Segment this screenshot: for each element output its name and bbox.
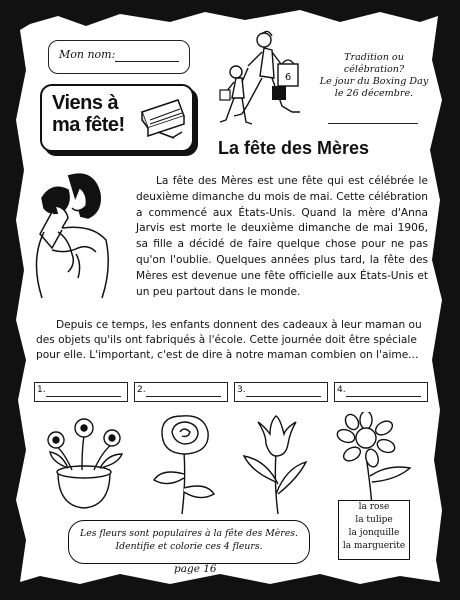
logo-line-1: Viens à	[52, 92, 119, 114]
cake-slice-icon	[138, 94, 188, 140]
answer-line-1	[46, 396, 121, 397]
flower-name-4: la marguerite	[342, 541, 406, 551]
name-line	[115, 61, 179, 62]
series-logo	[40, 84, 194, 152]
instructions-line-1: Les fleurs sont populaires à la fête des Mères.	[80, 528, 298, 539]
tradition-line-4: le 26 décembre.	[334, 88, 414, 99]
answer-line-3	[246, 396, 321, 397]
logo-line-2: ma fête!	[52, 114, 125, 136]
instructions-line-2: Identifie et colorie ces 4 fleurs.	[115, 541, 263, 552]
instructions-text	[69, 527, 309, 553]
answer-label-4: 4.	[337, 385, 346, 395]
daisy-drawing[interactable]	[332, 412, 422, 508]
flower-name-2: la tulipe	[355, 515, 393, 525]
name-label: Mon nom:	[59, 48, 116, 61]
flower-names-box	[338, 500, 410, 560]
answer-box-1[interactable]	[34, 382, 128, 402]
rose-drawing[interactable]	[148, 412, 222, 516]
tradition-note	[318, 52, 430, 100]
answer-label-1: 1.	[37, 385, 46, 395]
answer-box-4[interactable]	[334, 382, 428, 402]
answer-box-3[interactable]	[234, 382, 328, 402]
bag-number: 6	[284, 72, 292, 83]
potted-flower-drawing[interactable]	[42, 412, 128, 512]
answer-line-4	[346, 396, 421, 397]
mother-and-child-illustration	[22, 168, 130, 300]
answer-box-2[interactable]	[134, 382, 228, 402]
logo-text	[52, 92, 125, 136]
tradition-line-3: Le jour du Boxing Day	[319, 76, 429, 87]
article-paragraph-1: La fête des Mères est une fête qui est célébrée le deuxième dimanche du mois de mai. Cette célébration a commencé aux États-Unis. Quand la mère d'Anna Jarvis est morte le deuxième dimanche de mai 1906, sa fille a décidé de faire quelque chose pour ne pas qu'on l'oublie. Quelques années plus tard, la fête des Mères est devenue une fête officielle aux États-Unis et un peu partout dans le monde.	[136, 175, 428, 298]
name-field[interactable]	[48, 40, 190, 74]
answer-line-2	[146, 396, 221, 397]
page-title: La fête des Mères	[218, 138, 370, 158]
answer-label-3: 3.	[237, 385, 246, 395]
flower-name-3: la jonquille	[348, 528, 400, 538]
instructions-box	[68, 520, 310, 564]
article-paragraph-2: Depuis ce temps, les enfants donnent des cadeaux à leur maman ou des objets qu'ils ont fabriqués à l'école. Cette journée doit être spéciale pour elle. L'important, c'est de dire à notre maman combien on l'aime...	[36, 319, 422, 362]
flower-name-1: la rose	[358, 502, 390, 512]
page-number: page 16	[174, 563, 217, 575]
tradition-answer-line[interactable]	[328, 123, 418, 124]
tradition-line-2: célébration?	[343, 64, 405, 75]
tradition-line-1: Tradition ou	[344, 52, 404, 63]
answer-label-2: 2.	[137, 385, 146, 395]
shopping-mother-child-illustration	[212, 28, 312, 138]
tulip-drawing[interactable]	[240, 412, 312, 516]
